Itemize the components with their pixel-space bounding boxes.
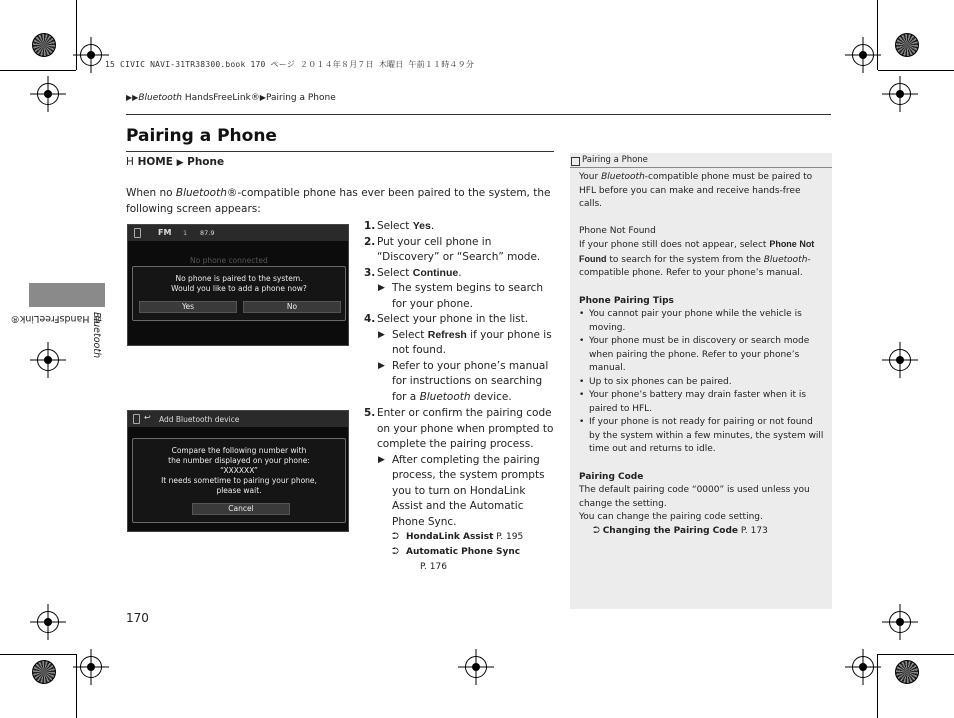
chapter-tab <box>29 283 105 307</box>
frequency: 87.9 <box>200 229 215 237</box>
phone-status-icon <box>134 228 141 238</box>
dialog-message-line1: No phone is paired to the system. <box>175 274 303 283</box>
list-item: • Your phone’s battery may drain faster when it is paired to HFL. <box>579 389 825 416</box>
breadcrumb: ▶▶Bluetooth HandsFreeLink®▶Pairing a Phone <box>126 93 336 103</box>
phone-not-found-heading: Phone Not Found <box>579 225 656 236</box>
screen-no-phone-paired <box>127 224 349 346</box>
no-phone-connected-text: No phone connected <box>190 256 268 265</box>
dialog-line5: please wait. <box>216 486 262 495</box>
list-item: • You cannot pair your phone while the vehicle is moving. <box>579 308 825 335</box>
source-label: FM <box>158 228 172 237</box>
screen-header-title: Add Bluetooth device <box>159 415 240 424</box>
preset-channel: 1 <box>183 229 188 237</box>
ref-changing-pairing-code[interactable]: ⮊ Changing the Pairing Code P. 173 <box>593 525 768 536</box>
phone-not-found-text: If your phone still does not appear, select Phone Not Found to search for the system from the Bluetooth-compatible phone. Refer to your phone’s manual. <box>579 239 815 278</box>
cross-reference-icon: ⮊ <box>593 525 603 536</box>
step-4: 4. Select your phone in the list. <box>364 313 529 325</box>
registration-mark-icon <box>889 349 911 371</box>
list-item: • If your phone is not ready for pairing or not found by the system within a few minutes, the system will time out and returns to idle. <box>579 416 825 457</box>
note-body <box>579 171 825 538</box>
note-intro: Your Bluetooth-compatible phone must be paired to HFL before you can make and receive hands-free calls. <box>579 172 813 209</box>
step-5: 5. Enter or confirm the pairing code on your phone when prompted to complete the pairing process. <box>364 407 554 450</box>
nav-path: H HOME ▶ Phone <box>126 156 225 168</box>
registration-mark-icon <box>852 656 874 678</box>
page-number: 170 <box>126 611 149 625</box>
no-button[interactable]: No <box>243 301 341 313</box>
color-rosette-icon <box>32 660 56 684</box>
registration-mark-icon <box>37 611 59 633</box>
registration-mark-icon <box>80 656 102 678</box>
phone-status-icon <box>133 414 140 424</box>
pairing-code-heading: Pairing Code <box>579 471 644 482</box>
ref-automatic-phone-sync[interactable]: ⮊ Automatic Phone Sync <box>364 545 554 560</box>
dialog-line2: the number displayed on your phone: <box>168 456 310 465</box>
registration-mark-icon <box>37 349 59 371</box>
dialog-line4: It needs sometime to pairing your phone, <box>161 476 317 485</box>
pair-prompt-dialog <box>132 266 346 321</box>
step-4-note-1: ▶ Select Refresh if your phone is not found. <box>378 328 552 356</box>
step-1: 1. Select Yes. <box>364 220 435 232</box>
cross-reference-icon: ⮊ <box>392 547 399 557</box>
step-2: 2. Put your cell phone in “Discovery” or “Search” mode. <box>364 235 541 263</box>
list-item: • Up to six phones can be paired. <box>579 376 825 390</box>
step-3-result: ▶ The system begins to search for your phone. <box>378 282 544 310</box>
cancel-button[interactable]: Cancel <box>192 503 290 515</box>
pairing-code-text-1: The default pairing code “0000” is used unless you change the setting. <box>579 485 810 509</box>
breadcrumb-rule <box>126 114 831 115</box>
chapter-side-label: Bluetooth ® HandsFreeLink® <box>10 312 102 359</box>
cross-reference-icon: ⮊ <box>392 532 399 542</box>
pairing-code-dialog <box>132 438 346 523</box>
color-rosette-icon <box>32 33 56 57</box>
color-rosette-icon <box>895 33 919 57</box>
side-note <box>570 153 832 609</box>
screen-add-bluetooth-device <box>127 410 349 532</box>
ref-hondalink-assist[interactable]: ⮊ HondaLink Assist P. 195 <box>364 530 554 545</box>
print-header: 15 CIVIC NAVI-31TR38300.book 170 ページ ２０１４年８月７日 木曜日 午前１１時４９分 <box>105 60 475 69</box>
pairing-tips-heading: Phone Pairing Tips <box>579 295 674 306</box>
page-title: Pairing a Phone <box>126 126 277 146</box>
dialog-line1: Compare the following number with <box>171 446 307 455</box>
back-icon[interactable]: ↩ <box>144 413 151 422</box>
registration-mark-icon <box>465 656 487 678</box>
note-header: Pairing a Phone <box>570 153 832 168</box>
registration-mark-icon <box>889 611 911 633</box>
color-rosette-icon <box>895 660 919 684</box>
pairing-code-text-2: You can change the pairing code setting. <box>579 512 763 522</box>
home-icon: H <box>126 156 134 168</box>
title-rule <box>126 151 554 152</box>
registration-mark-icon <box>80 44 102 66</box>
intro-text: When no Bluetooth®-compatible phone has ever been paired to the system, the following screen appears: <box>126 187 551 215</box>
step-4-note-2: ▶ Refer to your phone’s manual for instructions on searching for a Bluetooth device. <box>378 359 549 403</box>
registration-mark-icon <box>37 83 59 105</box>
registration-mark-icon <box>889 83 911 105</box>
dialog-message-line2: Would you like to add a phone now? <box>171 284 307 293</box>
pairing-code-display: “XXXXXX” <box>220 466 258 475</box>
pairing-tips-list <box>579 308 825 457</box>
step-5-result: ▶ After completing the pairing process, the system prompts you to turn on HondaLink Assist and the Automatic Phone Sync. <box>378 453 545 528</box>
list-item: • Your phone must be in discovery or search mode when pairing the phone. Refer to your phone’s manual. <box>579 335 825 376</box>
registration-mark-icon <box>852 44 874 66</box>
ref-automatic-phone-sync-page: P. 176 <box>420 562 447 572</box>
steps-list <box>364 219 554 575</box>
yes-button[interactable]: Yes <box>139 301 237 313</box>
step-3: 3. Select Continue. <box>364 266 462 279</box>
